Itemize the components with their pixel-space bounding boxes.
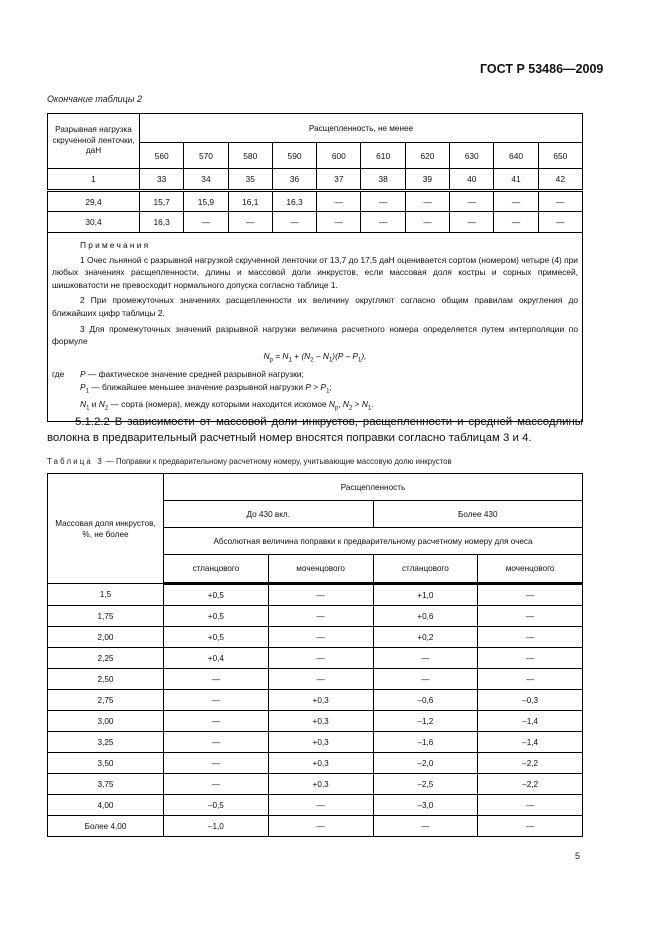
column-header: 620 (405, 143, 449, 169)
row-label: 30,4 (48, 212, 140, 233)
table-2-index-row (48, 169, 583, 191)
cell: — (268, 584, 373, 606)
cell: — (478, 816, 583, 837)
section-paragraph (47, 414, 583, 446)
notes-title: Примечания (80, 240, 151, 250)
row-label: 1 (48, 169, 140, 191)
cell: –0,6 (373, 690, 478, 711)
cell: — (373, 648, 478, 669)
column-header: моченцового (268, 555, 373, 584)
cell: +0,3 (268, 774, 373, 795)
cell: +0,5 (164, 606, 269, 627)
cell: — (184, 212, 228, 233)
row-label: 29,4 (48, 191, 140, 212)
cell: –1,6 (373, 732, 478, 753)
table-3-group-header: Расщепленность (164, 474, 583, 501)
row-label: 2,75 (48, 690, 164, 711)
page-number: 5 (575, 851, 581, 861)
table-3-caption-text: — Поправки к предварительному расчетному номеру, учитывающие массовую долю инкрустов (103, 457, 452, 466)
cell: — (361, 191, 405, 212)
cell: — (164, 669, 269, 690)
where-line-n: $N_1$ и $N_2$ — сорта (номера), между которыми находится искомое $N_р$, $N_2 > N_1$. (80, 398, 374, 412)
cell: 37 (317, 169, 361, 191)
cell: 33 (140, 169, 184, 191)
cell: +0,3 (268, 732, 373, 753)
table-row (48, 795, 583, 816)
where-line-p1: $P_1$ — ближайшее меньшее значение разрывной нагрузки $P > P_1$; (80, 381, 332, 395)
table-3-subgroup-header: Более 430 (373, 501, 583, 528)
row-label: 1,5 (48, 584, 164, 606)
column-header: 590 (272, 143, 316, 169)
cell: — (268, 816, 373, 837)
column-header: 630 (450, 143, 494, 169)
cell: +1,0 (373, 584, 478, 606)
column-header: 610 (361, 143, 405, 169)
cell: 36 (272, 169, 316, 191)
table-row (48, 191, 583, 212)
cell: — (478, 795, 583, 816)
row-label: 4,00 (48, 795, 164, 816)
cell: –1,0 (164, 816, 269, 837)
cell: — (538, 191, 582, 212)
table-row (48, 753, 583, 774)
cell: 41 (494, 169, 538, 191)
column-header: 600 (317, 143, 361, 169)
cell: — (164, 774, 269, 795)
row-label: 2,00 (48, 627, 164, 648)
interpolation-formula: $N_р = N_1 + (N_2 - N_1)(P - P_1)$, (263, 350, 367, 364)
cell: –1,4 (478, 732, 583, 753)
table-row (48, 584, 583, 606)
column-header: 560 (140, 143, 184, 169)
where-clause: где P — фактическое значение средней разрывной нагрузки; (52, 369, 304, 380)
cell: — (478, 648, 583, 669)
cell: –0,3 (478, 690, 583, 711)
cell: — (268, 795, 373, 816)
column-header: стланцового (164, 555, 269, 584)
column-header: 570 (184, 143, 228, 169)
cell: 16,1 (228, 191, 272, 212)
table-2-notes (48, 233, 583, 422)
table-3-span-header: Абсолютная величина поправки к предварительному расчетному номеру для очеса (164, 528, 583, 555)
note-item: 1 Очес льняной с разрывной нагрузкой скрученной ленточки от 13,7 до 17,5 даН оценивается сортом (номером) четыре (4) при любых значениях расщепленности, длины и массовой доли инкрустов, если массовая доля костры и сорных примесей, шишковатости не превосходит нормального допуска согласно таблице 1. (52, 254, 578, 290)
column-header: стланцового (373, 555, 478, 584)
cell: — (164, 732, 269, 753)
table-row (48, 732, 583, 753)
cell: — (317, 212, 361, 233)
table-3-caption-label: Таблица 3 (47, 457, 104, 466)
table-3-subgroup-header: До 430 вкл. (164, 501, 374, 528)
cell: 34 (184, 169, 228, 191)
cell: –3,0 (373, 795, 478, 816)
row-label: 3,00 (48, 711, 164, 732)
cell: — (268, 669, 373, 690)
cell: +0,3 (268, 711, 373, 732)
cell: — (373, 669, 478, 690)
cell: — (450, 191, 494, 212)
cell: 15,9 (184, 191, 228, 212)
document-id: ГОСТ Р 53486—2009 (480, 62, 604, 76)
row-label: 3,50 (48, 753, 164, 774)
cell: — (373, 816, 478, 837)
table-2-group-header: Расщепленность, не менее (140, 114, 583, 143)
cell: +0,3 (268, 690, 373, 711)
cell: — (272, 212, 316, 233)
paragraph-text: 5.1.2.2 В зависимости от массовой доли инкрустов, расщепленности и средней массодлины волокна в предварительный расчетный номер вносятся поправки согласно таблицам 3 и 4. (47, 416, 583, 444)
cell: — (268, 606, 373, 627)
cell: — (268, 627, 373, 648)
cell: — (494, 212, 538, 233)
where-label: где (52, 369, 65, 380)
table-row (48, 711, 583, 732)
note-item: 3 Для промежуточных значений разрывной нагрузки величина расчетного номера определяется путем интерполяции по формуле (52, 323, 578, 347)
table-row (48, 669, 583, 690)
cell: — (450, 212, 494, 233)
table-2-caption: Окончание таблицы 2 (47, 94, 142, 104)
column-header: моченцового (478, 555, 583, 584)
cell: — (478, 669, 583, 690)
cell: –0,5 (164, 795, 269, 816)
table-2 (47, 113, 583, 422)
table-row (48, 816, 583, 837)
cell: +0,5 (164, 627, 269, 648)
note-item: 2 При промежуточных значениях расщепленности их величину округляют согласно общим правилам округления до ближайших цифр таблицы 2. (52, 295, 578, 318)
cell: — (164, 690, 269, 711)
cell: 38 (361, 169, 405, 191)
cell: +0,3 (268, 753, 373, 774)
cell: 16,3 (140, 212, 184, 233)
table-row (48, 627, 583, 648)
table-row (48, 690, 583, 711)
row-label: 3,75 (48, 774, 164, 795)
cell: –2,2 (478, 753, 583, 774)
cell: — (478, 606, 583, 627)
cell: +0,4 (164, 648, 269, 669)
cell: — (317, 191, 361, 212)
row-label: 2,25 (48, 648, 164, 669)
cell: 40 (450, 169, 494, 191)
row-label: Более 4,00 (48, 816, 164, 837)
cell: — (164, 753, 269, 774)
cell: — (405, 191, 449, 212)
cell: 42 (538, 169, 582, 191)
cell: –2,0 (373, 753, 478, 774)
cell: — (268, 648, 373, 669)
row-label: 3,25 (48, 732, 164, 753)
cell: +0,5 (164, 584, 269, 606)
table-row (48, 606, 583, 627)
cell: –1,2 (373, 711, 478, 732)
table-3-caption (47, 457, 452, 466)
cell: 35 (228, 169, 272, 191)
cell: — (228, 212, 272, 233)
cell: — (164, 711, 269, 732)
row-label: 1,75 (48, 606, 164, 627)
cell: +0,6 (373, 606, 478, 627)
cell: — (494, 191, 538, 212)
column-header: 640 (494, 143, 538, 169)
cell: –2,5 (373, 774, 478, 795)
table-row (48, 212, 583, 233)
table-3-first-col-header: Массовая доля инкрустов, %, не более (48, 474, 164, 584)
row-label: 2,50 (48, 669, 164, 690)
cell: –1,4 (478, 711, 583, 732)
cell: 15,7 (140, 191, 184, 212)
table-row (48, 774, 583, 795)
cell: 16,3 (272, 191, 316, 212)
where-text-p: — фактическое значение средней разрывной нагрузки; (85, 369, 304, 380)
cell: 39 (405, 169, 449, 191)
cell: — (538, 212, 582, 233)
cell: +0,2 (373, 627, 478, 648)
table-3 (47, 473, 583, 837)
column-header: 650 (538, 143, 582, 169)
column-header: 580 (228, 143, 272, 169)
cell: — (478, 584, 583, 606)
table-row (48, 648, 583, 669)
cell: — (405, 212, 449, 233)
cell: –2,2 (478, 774, 583, 795)
cell: — (478, 627, 583, 648)
table-2-first-col-header: Разрывная нагрузка скрученной ленточки, даН (48, 114, 140, 169)
cell: — (361, 212, 405, 233)
